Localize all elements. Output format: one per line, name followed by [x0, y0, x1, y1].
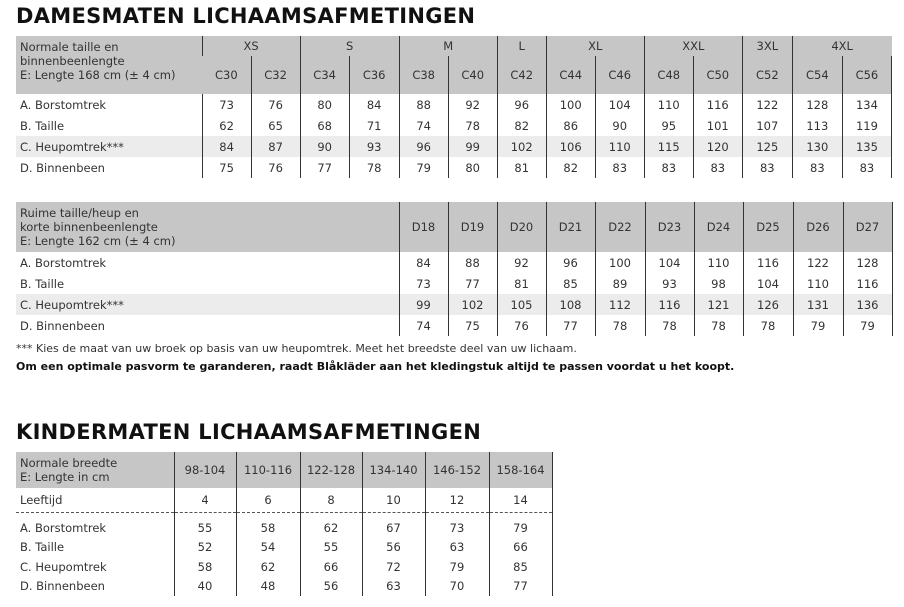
row-label: B. Taille: [20, 118, 65, 133]
row-label: A. Borstomtrek: [20, 255, 107, 270]
measurement-cell: 78: [448, 115, 497, 136]
measurement-cell: 110: [694, 252, 743, 273]
row-label: C. Heupomtrek***: [16, 136, 202, 157]
age-cell: 10: [362, 488, 425, 512]
size-col-d25: D25: [743, 202, 793, 252]
measurement-cell: 84: [349, 94, 399, 115]
measurement-cell: 62: [236, 557, 300, 577]
size-col-d27: D27: [843, 202, 892, 252]
size-col-c32: C32: [251, 56, 300, 94]
header-line: E: Lengte in cm: [20, 470, 110, 484]
measurement-cell: 95: [644, 115, 693, 136]
measurement-cell: 136: [843, 294, 892, 315]
measurement-cell: 110: [595, 136, 644, 157]
measurement-cell: 99: [399, 294, 448, 315]
row-label: D. Binnenbeen: [20, 579, 105, 594]
size-group-3xl: 3XL: [742, 36, 792, 56]
row-label: D. Binnenbeen: [20, 160, 105, 175]
row-label: A. Borstomtrek: [20, 520, 107, 535]
measurement-cell: 83: [742, 157, 792, 178]
measurement-cell: 73: [399, 273, 448, 294]
size-col-146-152: 146-152: [425, 452, 489, 488]
header-line: E: Lengte 162 cm (± 4 cm): [20, 234, 176, 248]
measurement-cell: 104: [645, 252, 694, 273]
size-col-d23: D23: [645, 202, 694, 252]
measurement-cell: 89: [595, 273, 645, 294]
measurement-cell: 70: [425, 577, 489, 597]
size-group-xxl: XXL: [644, 36, 742, 56]
size-group-l: L: [497, 36, 546, 56]
measurement-cell: 131: [793, 294, 843, 315]
measurement-cell: 79: [425, 557, 489, 577]
measurement-cell: 77: [489, 577, 552, 597]
measurement-cell: 79: [399, 157, 448, 178]
size-col-d19: D19: [448, 202, 497, 252]
header-line: Normale taille en: [20, 40, 119, 54]
measurement-cell: 101: [693, 115, 742, 136]
measurement-cell: 115: [644, 136, 693, 157]
size-col-98-104: 98-104: [174, 452, 236, 488]
measurement-cell: 107: [742, 115, 792, 136]
measurement-cell: 78: [743, 315, 793, 336]
measurement-cell: 84: [399, 252, 448, 273]
size-col-122-128: 122-128: [300, 452, 362, 488]
measurement-cell: 68: [300, 115, 349, 136]
age-cell: 12: [425, 488, 489, 512]
header-line: binnenbeenlengte: [20, 54, 125, 68]
measurement-cell: 66: [489, 538, 552, 558]
measurement-cell: 76: [251, 157, 300, 178]
row-label: C. Heupomtrek***: [16, 294, 399, 315]
measurement-cell: 77: [546, 315, 595, 336]
women-wide-header-label: [16, 202, 399, 252]
measurement-cell: 48: [236, 577, 300, 597]
measurement-cell: 83: [693, 157, 742, 178]
measurement-cell: 83: [792, 157, 842, 178]
size-col-d22: D22: [595, 202, 645, 252]
measurement-cell: 79: [843, 315, 892, 336]
kids-size-table: [16, 452, 553, 596]
size-col-c40: C40: [448, 56, 497, 94]
women-header-label: [16, 36, 202, 94]
measurement-cell: 102: [448, 294, 497, 315]
size-col-c46: C46: [595, 56, 644, 94]
measurement-cell: 102: [497, 136, 546, 157]
measurement-cell: 84: [202, 136, 251, 157]
measurement-cell: 104: [743, 273, 793, 294]
size-group-4xl: 4XL: [792, 36, 891, 56]
measurement-cell: 74: [399, 315, 448, 336]
size-col-110-116: 110-116: [236, 452, 300, 488]
header-line: korte binnenbeenlengte: [20, 220, 158, 234]
measurement-cell: 63: [425, 538, 489, 558]
measurement-cell: 83: [644, 157, 693, 178]
age-cell: 14: [489, 488, 552, 512]
size-col-c36: C36: [349, 56, 399, 94]
measurement-cell: 88: [399, 94, 448, 115]
size-col-134-140: 134-140: [362, 452, 425, 488]
measurement-cell: 76: [497, 315, 546, 336]
measurement-cell: 82: [497, 115, 546, 136]
measurement-cell: 104: [595, 94, 644, 115]
measurement-cell: 83: [595, 157, 644, 178]
measurement-cell: 122: [793, 252, 843, 273]
measurement-cell: 66: [300, 557, 362, 577]
measurement-cell: 128: [843, 252, 892, 273]
measurement-cell: 112: [595, 294, 645, 315]
table-row: [16, 115, 892, 136]
measurement-cell: 110: [793, 273, 843, 294]
measurement-cell: 98: [694, 273, 743, 294]
size-col-c52: C52: [742, 56, 792, 94]
measurement-cell: 96: [399, 136, 448, 157]
age-label: Leeftijd: [16, 488, 174, 512]
size-col-158-164: 158-164: [489, 452, 552, 488]
measurement-cell: 65: [251, 115, 300, 136]
table-row: [16, 294, 892, 315]
size-col-d20: D20: [497, 202, 546, 252]
measurement-cell: 55: [300, 538, 362, 558]
measurement-cell: 78: [645, 315, 694, 336]
table-row: [16, 157, 892, 178]
size-col-c44: C44: [546, 56, 595, 94]
header-line: E: Lengte 168 cm (± 4 cm): [20, 68, 176, 82]
measurement-cell: 78: [595, 315, 645, 336]
size-group-s: S: [300, 36, 399, 56]
footnote: *** Kies de maat van uw broek op basis van uw heupomtrek. Meet het breedste deel van uw lichaam.: [16, 342, 577, 355]
measurement-cell: 90: [300, 136, 349, 157]
measurement-cell: 75: [202, 157, 251, 178]
table-row: [16, 273, 892, 294]
fit-advice: Om een optimale pasvorm te garanderen, raadt Blåkläder aan het kledingstuk altijd te passen voordat u het koopt.: [16, 360, 735, 373]
measurement-cell: 56: [300, 577, 362, 597]
size-col-c34: C34: [300, 56, 349, 94]
women-title: DAMESMATEN LICHAAMSAFMETINGEN: [16, 4, 476, 28]
measurement-cell: 83: [842, 157, 891, 178]
measurement-cell: 79: [489, 518, 552, 538]
size-col-c54: C54: [792, 56, 842, 94]
age-cell: 8: [300, 488, 362, 512]
size-col-c30: C30: [202, 56, 251, 94]
table-row: [16, 557, 552, 577]
measurement-cell: 74: [399, 115, 448, 136]
measurement-cell: 125: [742, 136, 792, 157]
table-row: [16, 252, 892, 273]
header-line: Normale breedte: [20, 456, 118, 470]
measurement-cell: 62: [202, 115, 251, 136]
measurement-cell: 92: [448, 94, 497, 115]
measurement-cell: 96: [497, 94, 546, 115]
measurement-cell: 126: [743, 294, 793, 315]
size-col-c48: C48: [644, 56, 693, 94]
size-group-xl: XL: [546, 36, 644, 56]
measurement-cell: 99: [448, 136, 497, 157]
table-row: [16, 136, 892, 157]
measurement-cell: 77: [448, 273, 497, 294]
measurement-cell: 75: [448, 315, 497, 336]
measurement-cell: 72: [362, 557, 425, 577]
measurement-cell: 128: [792, 94, 842, 115]
age-cell: 6: [236, 488, 300, 512]
measurement-cell: 73: [425, 518, 489, 538]
measurement-cell: 79: [793, 315, 843, 336]
measurement-cell: 135: [842, 136, 891, 157]
measurement-cell: 108: [546, 294, 595, 315]
kids-title: KINDERMATEN LICHAAMSAFMETINGEN: [16, 420, 482, 444]
size-group-xs: XS: [202, 36, 300, 56]
measurement-cell: 58: [236, 518, 300, 538]
measurement-cell: 116: [645, 294, 694, 315]
measurement-cell: 134: [842, 94, 891, 115]
size-col-d18: D18: [399, 202, 448, 252]
size-col-d21: D21: [546, 202, 595, 252]
measurement-cell: 130: [792, 136, 842, 157]
measurement-cell: 85: [546, 273, 595, 294]
measurement-cell: 106: [546, 136, 595, 157]
row-label: A. Borstomtrek: [20, 97, 107, 112]
measurement-cell: 63: [362, 577, 425, 597]
size-col-c56: C56: [842, 56, 891, 94]
row-label: C. Heupomtrek: [20, 559, 107, 574]
table-row: [16, 538, 552, 558]
measurement-cell: 88: [448, 252, 497, 273]
measurement-cell: 93: [645, 273, 694, 294]
measurement-cell: 119: [842, 115, 891, 136]
measurement-cell: 78: [694, 315, 743, 336]
age-cell: 4: [174, 488, 236, 512]
size-col-c42: C42: [497, 56, 546, 94]
header-line: Ruime taille/heup en: [20, 206, 139, 220]
measurement-cell: 58: [174, 557, 236, 577]
table-row: [16, 315, 892, 336]
age-row: [16, 488, 552, 512]
measurement-cell: 52: [174, 538, 236, 558]
measurement-cell: 122: [742, 94, 792, 115]
row-label: B. Taille: [20, 276, 65, 291]
measurement-cell: 93: [349, 136, 399, 157]
measurement-cell: 110: [644, 94, 693, 115]
measurement-cell: 81: [497, 157, 546, 178]
size-group-m: M: [399, 36, 497, 56]
measurement-cell: 62: [300, 518, 362, 538]
measurement-cell: 90: [595, 115, 644, 136]
measurement-cell: 55: [174, 518, 236, 538]
measurement-cell: 121: [694, 294, 743, 315]
table-row: [16, 518, 552, 538]
measurement-cell: 56: [362, 538, 425, 558]
table-row: [16, 94, 892, 115]
measurement-cell: 82: [546, 157, 595, 178]
size-col-c38: C38: [399, 56, 448, 94]
measurement-cell: 96: [546, 252, 595, 273]
measurement-cell: 71: [349, 115, 399, 136]
measurement-cell: 105: [497, 294, 546, 315]
measurement-cell: 40: [174, 577, 236, 597]
measurement-cell: 85: [489, 557, 552, 577]
measurement-cell: 67: [362, 518, 425, 538]
row-label: B. Taille: [20, 540, 65, 555]
measurement-cell: 100: [546, 94, 595, 115]
measurement-cell: 120: [693, 136, 742, 157]
measurement-cell: 80: [300, 94, 349, 115]
measurement-cell: 86: [546, 115, 595, 136]
measurement-cell: 80: [448, 157, 497, 178]
women-wide-size-table: [16, 202, 893, 336]
kids-header-label: [16, 452, 174, 488]
measurement-cell: 92: [497, 252, 546, 273]
row-label: D. Binnenbeen: [20, 318, 105, 333]
measurement-cell: 76: [251, 94, 300, 115]
measurement-cell: 73: [202, 94, 251, 115]
measurement-cell: 100: [595, 252, 645, 273]
measurement-cell: 116: [743, 252, 793, 273]
measurement-cell: 77: [300, 157, 349, 178]
measurement-cell: 87: [251, 136, 300, 157]
measurement-cell: 78: [349, 157, 399, 178]
measurement-cell: 81: [497, 273, 546, 294]
size-col-d24: D24: [694, 202, 743, 252]
size-col-d26: D26: [793, 202, 843, 252]
measurement-cell: 54: [236, 538, 300, 558]
measurement-cell: 113: [792, 115, 842, 136]
measurement-cell: 116: [693, 94, 742, 115]
table-row: [16, 577, 552, 597]
size-col-c50: C50: [693, 56, 742, 94]
measurement-cell: 116: [843, 273, 892, 294]
women-size-table: [16, 36, 892, 178]
